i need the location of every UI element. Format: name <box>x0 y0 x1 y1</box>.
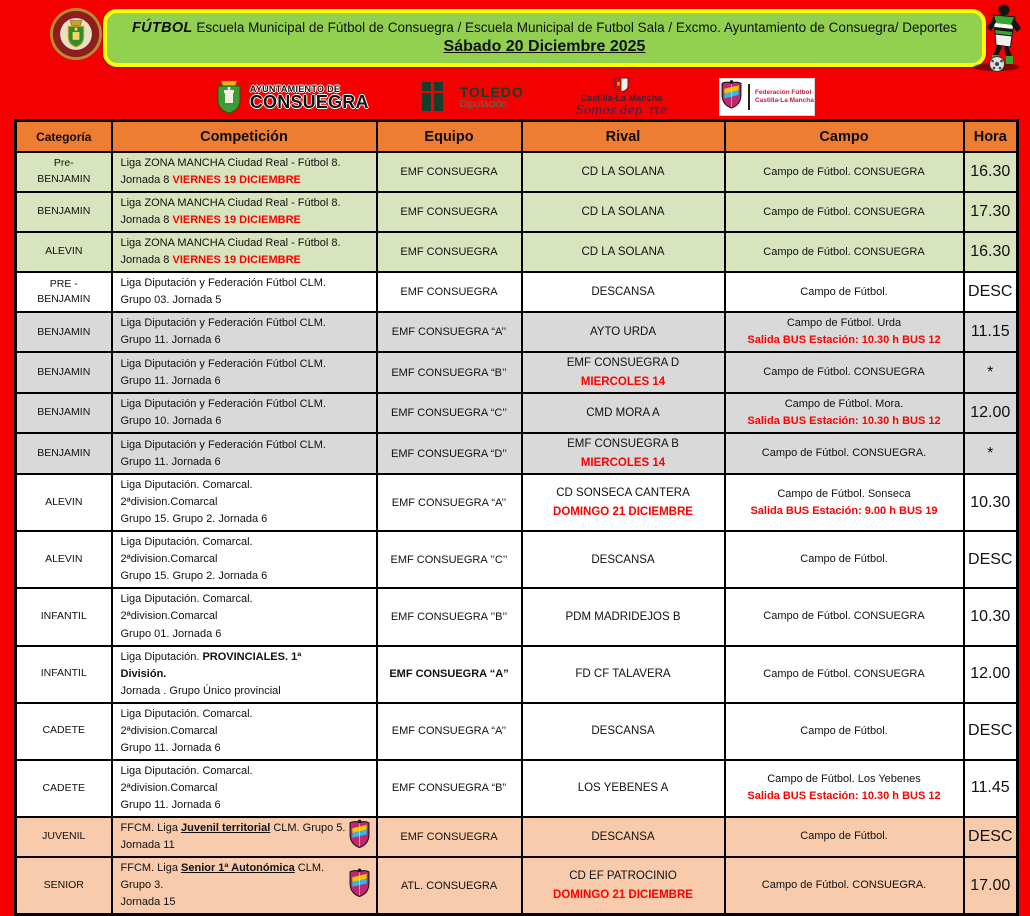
ffcm-crest-badge <box>348 868 371 903</box>
cell-team: EMF CONSUEGRA “A” <box>377 646 522 703</box>
competition-line1 <box>121 649 350 683</box>
category-line: BENJAMIN <box>37 446 91 459</box>
field-name: Campo de Fútbol. CONSUEGRA. <box>761 447 927 460</box>
field-name: Campo de Fútbol. Mora. <box>784 398 904 411</box>
cell-competition <box>112 433 377 474</box>
table-row <box>16 531 1018 588</box>
table-row <box>16 703 1018 760</box>
competition-line2 <box>121 454 350 471</box>
category-line: SENIOR <box>43 878 84 891</box>
footballer-icon <box>969 2 1029 79</box>
logo-strip <box>0 77 1030 117</box>
cell-rival <box>522 531 725 588</box>
cell-team: EMF CONSUEGRA <box>377 232 522 272</box>
cell-field <box>725 760 964 817</box>
cell-category <box>16 152 112 192</box>
cell-category <box>16 232 112 272</box>
competition-line2 <box>121 683 350 700</box>
category-line: BENJAMIN <box>37 325 91 338</box>
banner-title-futbol: FÚTBOL <box>131 20 193 36</box>
category-line: ALEVIN <box>45 245 83 258</box>
table-row <box>16 312 1018 352</box>
table-row <box>16 152 1018 192</box>
category-line: CADETE <box>42 781 86 794</box>
cell-team: EMF CONSUEGRA <box>377 192 522 232</box>
competition-segment: Liga Diputación. Comarcal. 2ªdivision.Comarcal <box>120 536 253 566</box>
competition-line1 <box>121 477 350 511</box>
cell-rival <box>522 588 725 645</box>
cell-time: 11.15 <box>964 312 1018 352</box>
competition-segment: Jornada 8 <box>120 174 173 187</box>
table-row <box>16 352 1018 393</box>
rival-name: PDM MADRIDEJOS B <box>565 610 681 623</box>
competition-line1 <box>121 396 350 413</box>
cell-field <box>725 232 964 272</box>
competition-line1 <box>121 763 350 797</box>
competition-line2 <box>121 332 350 349</box>
cell-rival <box>522 760 725 817</box>
cell-team: EMF CONSUEGRA “A’’ <box>377 474 522 531</box>
cell-competition <box>112 857 377 915</box>
rival-name: DESCANSA <box>591 286 655 299</box>
field-name: Campo de Fútbol. Los Yebenes <box>767 773 921 786</box>
cell-rival <box>522 474 725 531</box>
cell-rival <box>522 857 725 915</box>
field-bus-note: Salida BUS Estación: 10.30 h BUS 12 <box>747 334 941 347</box>
cell-rival <box>522 152 725 192</box>
table-row <box>16 646 1018 703</box>
category-line: BENJAMIN <box>37 365 91 378</box>
logo-ayuntamiento-consuegra <box>215 80 369 114</box>
category-line: ALEVIN <box>45 552 83 565</box>
cell-team: EMF CONSUEGRA “A’’ <box>377 703 522 760</box>
competition-line1 <box>121 591 350 625</box>
cell-rival <box>522 393 725 433</box>
competition-segment: Liga Diputación y Federación Fútbol CLM. <box>120 277 326 290</box>
category-line: BENJAMIN <box>37 173 91 186</box>
schedule-body <box>16 152 1018 915</box>
competition-segment: Grupo 11. Jornada 6 <box>120 334 221 347</box>
cell-time: 17.00 <box>964 857 1018 915</box>
clm-shield-icon <box>614 77 629 92</box>
cell-field <box>725 646 964 703</box>
table-header-row <box>16 121 1018 153</box>
column-header-equipo: Equipo <box>377 121 522 153</box>
cell-team: EMF CONSUEGRA ’’C’’ <box>377 531 522 588</box>
competition-line1 <box>121 706 350 740</box>
field-name: Campo de Fútbol. <box>800 553 888 566</box>
competition-segment: VIERNES 19 DICIEMBRE <box>172 174 301 187</box>
competition-line2 <box>121 413 350 430</box>
field-name: Campo de Fútbol. CONSUEGRA <box>763 610 925 623</box>
ffcm-crest-icon <box>720 80 743 109</box>
competition-segment: Senior 1ª Autonómica <box>181 862 295 875</box>
competition-line2 <box>121 292 350 309</box>
cell-team: EMF CONSUEGRA “B” <box>377 760 522 817</box>
cell-competition <box>112 192 377 232</box>
cell-category <box>16 646 112 703</box>
table-row <box>16 192 1018 232</box>
cell-category <box>16 393 112 433</box>
rival-name: LOS YEBENES A <box>577 782 669 795</box>
cell-rival <box>522 312 725 352</box>
cell-time: DESC <box>964 817 1018 857</box>
cell-field <box>725 817 964 857</box>
competition-segment: CLM. Grupo 5. <box>270 821 346 834</box>
emf-consuegra-crest <box>49 3 103 70</box>
field-bus-note: Salida BUS Estación: 9.00 h BUS 19 <box>750 504 938 517</box>
cell-category <box>16 857 112 915</box>
competition-line2 <box>121 511 350 528</box>
competition-segment: Liga Diputación y Federación Fútbol CLM. <box>120 317 326 330</box>
competition-line1 <box>121 534 350 568</box>
competition-segment: VIERNES 19 DICIEMBRE <box>172 214 301 227</box>
competition-segment: Liga Diputación. Comarcal. 2ªdivision.Comarcal <box>120 593 253 623</box>
cell-field <box>725 352 964 393</box>
cell-rival <box>522 646 725 703</box>
competition-line1 <box>121 155 350 172</box>
cell-team: EMF CONSUEGRA <box>377 817 522 857</box>
rival-name: CD LA SOLANA <box>581 246 665 259</box>
competition-segment: Grupo 11. Jornada 6 <box>120 455 221 468</box>
cell-team: EMF CONSUEGRA “B’’ <box>377 352 522 393</box>
cell-field <box>725 272 964 312</box>
cell-rival <box>522 352 725 393</box>
competition-line1 <box>121 356 350 373</box>
cell-team: EMF CONSUEGRA ’’B’’ <box>377 588 522 645</box>
cell-team: EMF CONSUEGRA “D’’ <box>377 433 522 474</box>
competition-line2 <box>121 568 350 585</box>
competition-segment: Jornada 8 <box>120 254 173 267</box>
competition-line2 <box>121 212 350 229</box>
competition-line1 <box>121 437 350 454</box>
category-line: INFANTIL <box>40 667 87 680</box>
column-header-hora: Hora <box>964 121 1018 153</box>
table-row <box>16 857 1018 915</box>
cell-competition <box>112 817 377 857</box>
competition-segment: Grupo 03. Jornada 5 <box>120 294 222 307</box>
field-name: Campo de Fútbol. CONSUEGRA <box>763 667 925 680</box>
cell-time: DESC <box>964 703 1018 760</box>
competition-line2 <box>121 797 350 814</box>
category-line: BENJAMIN <box>37 406 91 419</box>
competition-line2 <box>121 373 350 390</box>
cell-field <box>725 152 964 192</box>
cell-team: ATL. CONSUEGRA <box>377 857 522 915</box>
category-line: INFANTIL <box>40 610 87 623</box>
rival-name: DESCANSA <box>591 725 655 738</box>
cell-competition <box>112 272 377 312</box>
competition-segment: Jornada . Grupo Único provincial <box>120 684 281 697</box>
rival-name: CMD MORA A <box>586 407 660 420</box>
cell-time: 12.00 <box>964 393 1018 433</box>
banner-title <box>132 20 957 36</box>
cell-field <box>725 433 964 474</box>
rival-note: MIERCOLES 14 <box>580 375 666 388</box>
rival-name: DESCANSA <box>591 830 655 843</box>
logo-divider <box>748 84 750 110</box>
field-bus-note: Salida BUS Estación: 10.30 h BUS 12 <box>747 415 941 428</box>
cell-rival <box>522 232 725 272</box>
competition-segment: Liga ZONA MANCHA Ciudad Real - Fútbol 8. <box>120 157 341 169</box>
cell-time: 11.45 <box>964 760 1018 817</box>
cell-field <box>725 474 964 531</box>
ffcm-crest-icon <box>348 868 371 897</box>
cell-competition <box>112 232 377 272</box>
column-header-competicion: Competición <box>112 121 377 153</box>
competition-segment: Grupo 11. Jornada 6 <box>120 798 221 811</box>
logo-ayto-line2: CONSUEGRA <box>249 91 369 112</box>
competition-line1 <box>121 235 350 252</box>
banner-date: Sábado 20 Diciembre 2025 <box>443 38 646 55</box>
logo-federacion-futbol-clm <box>719 78 815 116</box>
logo-ffcm-line1: Federación Fútbol <box>754 88 812 96</box>
competition-segment: Jornada 15 <box>120 896 176 909</box>
cell-time: 16.30 <box>964 232 1018 272</box>
rival-name: FD CF TALAVERA <box>575 667 671 680</box>
cell-field <box>725 703 964 760</box>
cell-time: * <box>964 352 1018 393</box>
rival-name: EMF CONSUEGRA D <box>566 357 680 370</box>
logo-clm-line2: Somos deporte <box>575 103 668 117</box>
table-row <box>16 433 1018 474</box>
cell-field <box>725 857 964 915</box>
cell-field <box>725 531 964 588</box>
cell-category <box>16 433 112 474</box>
competition-line1 <box>121 820 350 837</box>
competition-segment: Jornada 11 <box>120 839 175 852</box>
category-line: Pre- <box>53 157 74 170</box>
cell-rival <box>522 703 725 760</box>
toledo-icon <box>421 82 453 112</box>
competition-segment: Grupo 15. Grupo 2. Jornada 6 <box>120 570 268 583</box>
cell-category <box>16 588 112 645</box>
cell-competition <box>112 352 377 393</box>
cell-category <box>16 531 112 588</box>
field-name: Campo de Fútbol. CONSUEGRA <box>763 245 925 258</box>
competition-segment: Grupo 11. Jornada 6 <box>120 374 221 387</box>
cell-time: 12.00 <box>964 646 1018 703</box>
logo-toledo-line1: TOLEDO <box>459 84 524 100</box>
cell-time: DESC <box>964 272 1018 312</box>
cell-team: EMF CONSUEGRA “C’’ <box>377 393 522 433</box>
cell-field <box>725 588 964 645</box>
cell-category <box>16 192 112 232</box>
competition-line2 <box>121 252 350 269</box>
cell-competition <box>112 760 377 817</box>
ffcm-crest-icon <box>348 819 371 848</box>
field-name: Campo de Fútbol. CONSUEGRA <box>763 205 925 218</box>
title-banner <box>103 9 986 67</box>
logo-ayto-line1: AYUNTAMIENTO DE <box>249 83 341 94</box>
banner-title-rest: Escuela Municipal de Fútbol de Consuegra / Escuela Municipal de Futbol Sala / Excmo. Ayuntamiento de Consuegra/ Deportes <box>192 20 958 35</box>
cell-rival <box>522 192 725 232</box>
competition-segment: Juvenil territorial <box>181 821 271 834</box>
cell-competition <box>112 393 377 433</box>
cell-rival <box>522 433 725 474</box>
field-name: Campo de Fútbol. <box>800 285 888 298</box>
competition-segment: VIERNES 19 DICIEMBRE <box>172 254 301 267</box>
competition-line2 <box>121 626 350 643</box>
cell-category <box>16 352 112 393</box>
cell-time: DESC <box>964 531 1018 588</box>
field-name: Campo de Fútbol. <box>800 724 888 737</box>
rival-name: CD LA SOLANA <box>581 205 665 218</box>
cell-rival <box>522 817 725 857</box>
rival-note: MIERCOLES 14 <box>580 456 666 469</box>
cell-competition <box>112 312 377 352</box>
table-row <box>16 272 1018 312</box>
category-line: PRE - <box>49 277 78 290</box>
cell-category <box>16 474 112 531</box>
consuegra-shield-icon <box>215 80 243 114</box>
competition-line2 <box>121 837 350 854</box>
cell-competition <box>112 152 377 192</box>
table-row <box>16 817 1018 857</box>
competition-segment: Liga Diputación. <box>120 650 203 663</box>
category-line: JUVENIL <box>42 830 86 843</box>
competition-line2 <box>121 894 350 911</box>
competition-segment: Grupo 01. Jornada 6 <box>120 627 222 640</box>
cell-team: EMF CONSUEGRA <box>377 152 522 192</box>
competition-segment: Jornada 8 <box>120 214 173 227</box>
rival-name: EMF CONSUEGRA B <box>567 438 679 451</box>
cell-team: EMF CONSUEGRA <box>377 272 522 312</box>
column-header-campo: Campo <box>725 121 964 153</box>
category-line: BENJAMIN <box>37 293 91 306</box>
table-row <box>16 232 1018 272</box>
competition-segment: FFCM. Liga <box>120 862 182 875</box>
competition-segment: FFCM. Liga <box>120 821 182 834</box>
field-bus-note: Salida BUS Estación: 10.30 h BUS 12 <box>747 790 941 803</box>
competition-line2 <box>121 172 350 189</box>
table-row <box>16 474 1018 531</box>
competition-segment: Liga Diputación. Comarcal. 2ªdivision.Comarcal <box>120 764 253 794</box>
competition-segment: Liga ZONA MANCHA Ciudad Real - Fútbol 8. <box>120 237 341 250</box>
competition-segment: Liga Diputación y Federación Fútbol CLM. <box>120 357 326 370</box>
rival-name: CD EF PATROCINIO <box>569 870 677 883</box>
cell-category <box>16 703 112 760</box>
cell-field <box>725 312 964 352</box>
field-name: Campo de Fútbol. Urda <box>786 317 902 330</box>
rival-name: DESCANSA <box>591 553 655 566</box>
cell-category <box>16 272 112 312</box>
cell-competition <box>112 703 377 760</box>
cell-competition <box>112 474 377 531</box>
cell-category <box>16 312 112 352</box>
competition-segment: Grupo 11. Jornada 6 <box>120 741 221 754</box>
cell-field <box>725 192 964 232</box>
schedule-table <box>14 119 1019 916</box>
cell-time: 10.30 <box>964 474 1018 531</box>
competition-segment: Liga Diputación. Comarcal. 2ªdivision.Comarcal <box>120 707 253 737</box>
logo-clm-line1: Castilla-La Mancha <box>580 93 663 103</box>
cell-competition <box>112 588 377 645</box>
rival-note: DOMINGO 21 DICIEMBRE <box>553 505 693 518</box>
cell-competition <box>112 646 377 703</box>
field-name: Campo de Fútbol. <box>800 830 888 843</box>
rival-name: CD SONSECA CANTERA <box>556 487 690 500</box>
competition-segment: Liga ZONA MANCHA Ciudad Real - Fútbol 8. <box>120 197 341 210</box>
cell-time: 10.30 <box>964 588 1018 645</box>
category-line: ALEVIN <box>45 495 83 508</box>
competition-segment: PROVINCIALES. 1ª División. <box>120 650 302 680</box>
logo-ffcm-line2: Castilla-La Mancha <box>754 97 814 104</box>
competition-line2 <box>121 740 350 757</box>
table-row <box>16 760 1018 817</box>
field-name: Campo de Fútbol. Sonseca <box>777 487 911 500</box>
competition-line1 <box>121 315 350 332</box>
competition-segment: Grupo 10. Jornada 6 <box>120 415 222 428</box>
cell-time: * <box>964 433 1018 474</box>
cell-field <box>725 393 964 433</box>
table-row <box>16 588 1018 645</box>
logo-toledo-line2: Diputación <box>459 99 507 110</box>
cell-category <box>16 760 112 817</box>
rival-name: AYTO URDA <box>589 326 657 339</box>
logo-diputacion-toledo <box>421 82 524 112</box>
column-header-rival: Rival <box>522 121 725 153</box>
cell-rival <box>522 272 725 312</box>
category-line: CADETE <box>42 724 86 737</box>
cell-competition <box>112 531 377 588</box>
table-row <box>16 393 1018 433</box>
competition-line1 <box>121 860 350 894</box>
competition-segment: Liga Diputación y Federación Fútbol CLM. <box>120 438 326 451</box>
ffcm-logo-crest-slot <box>720 80 743 114</box>
competition-line1 <box>121 275 350 292</box>
competition-segment: Liga Diputación. Comarcal. 2ªdivision.Comarcal <box>120 479 253 509</box>
category-line: BENJAMIN <box>37 205 91 218</box>
field-name: Campo de Fútbol. CONSUEGRA <box>763 366 925 379</box>
competition-segment: CLM. Grupo 3. <box>120 862 325 892</box>
cell-time: 16.30 <box>964 152 1018 192</box>
cell-team: EMF CONSUEGRA “A’’ <box>377 312 522 352</box>
ffcm-crest-badge <box>348 819 371 854</box>
cell-category <box>16 817 112 857</box>
competition-segment: Liga Diputación y Federación Fútbol CLM. <box>120 398 326 411</box>
competition-line1 <box>121 195 350 212</box>
column-header-categoria: Categoría <box>16 121 112 153</box>
rival-note: DOMINGO 21 DICIEMBRE <box>553 888 693 901</box>
logo-castilla-la-mancha <box>576 77 667 117</box>
rival-name: CD LA SOLANA <box>581 165 665 178</box>
field-name: Campo de Fútbol. CONSUEGRA. <box>761 879 927 892</box>
competition-segment: Grupo 15. Grupo 2. Jornada 6 <box>120 513 268 526</box>
field-name: Campo de Fútbol. CONSUEGRA <box>763 165 925 178</box>
cell-time: 17.30 <box>964 192 1018 232</box>
